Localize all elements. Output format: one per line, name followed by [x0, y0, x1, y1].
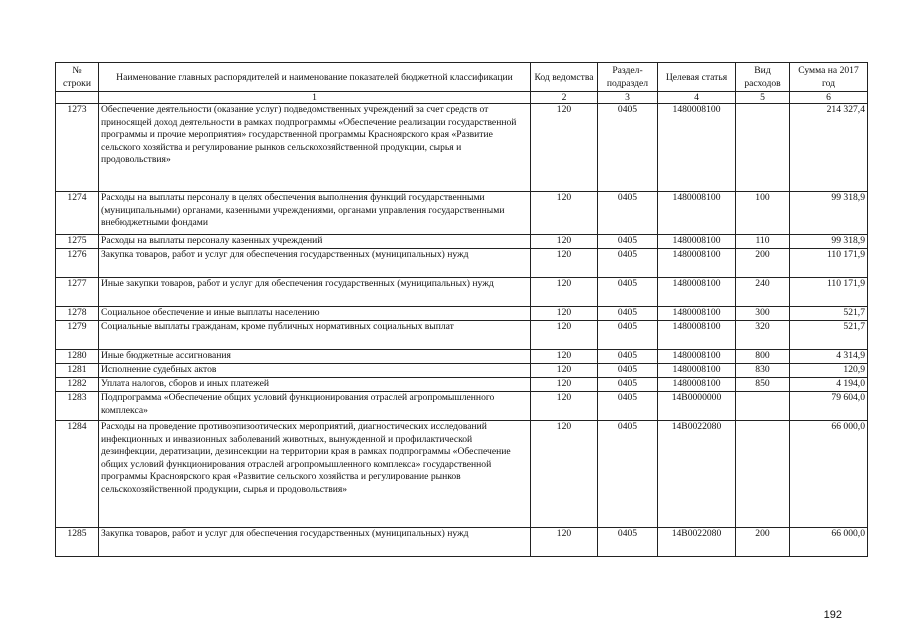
row-code: 120 [531, 278, 598, 307]
header-amount: Сумма на 2017 год [790, 63, 868, 92]
table-row [56, 378, 868, 392]
row-target: 1480008100 [658, 321, 736, 350]
column-number: 5 [736, 92, 790, 104]
table-row [56, 192, 868, 235]
row-type [736, 104, 790, 192]
header-name: Наименование главных распорядителей и наименование показателей бюджетной классификации [99, 63, 531, 92]
row-amount: 66 000,0 [790, 528, 868, 557]
row-code: 120 [531, 307, 598, 321]
row-code: 120 [531, 321, 598, 350]
header-section: Раздел-подраздел [598, 63, 658, 92]
row-amount: 214 327,4 [790, 104, 868, 192]
column-number-blank [56, 92, 99, 104]
row-target: 1480008100 [658, 235, 736, 249]
row-type [736, 421, 790, 528]
row-target: 14В0022080 [658, 421, 736, 528]
column-number: 2 [531, 92, 598, 104]
row-target: 14В0000000 [658, 392, 736, 421]
row-name: Иные бюджетные ассигнования [99, 350, 531, 364]
row-type: 830 [736, 364, 790, 378]
row-type: 850 [736, 378, 790, 392]
header-target: Целевая статья [658, 63, 736, 92]
row-target: 1480008100 [658, 104, 736, 192]
row-section: 0405 [598, 421, 658, 528]
table-row [56, 364, 868, 378]
row-number: 1279 [56, 321, 99, 350]
row-number: 1283 [56, 392, 99, 421]
table-row [56, 307, 868, 321]
header-expense-type: Вид расходов [736, 63, 790, 92]
row-amount: 110 171,9 [790, 278, 868, 307]
row-target: 1480008100 [658, 278, 736, 307]
row-code: 120 [531, 350, 598, 364]
row-section: 0405 [598, 378, 658, 392]
column-number: 4 [658, 92, 736, 104]
row-section: 0405 [598, 192, 658, 235]
header-code: Код ведомства [531, 63, 598, 92]
row-section: 0405 [598, 364, 658, 378]
row-type: 200 [736, 249, 790, 278]
row-name: Социальные выплаты гражданам, кроме публичных нормативных социальных выплат [99, 321, 531, 350]
table-row [56, 392, 868, 421]
row-target: 1480008100 [658, 307, 736, 321]
row-target: 1480008100 [658, 192, 736, 235]
row-target: 1480008100 [658, 249, 736, 278]
row-number: 1285 [56, 528, 99, 557]
row-section: 0405 [598, 350, 658, 364]
row-name: Уплата налогов, сборов и иных платежей [99, 378, 531, 392]
row-amount: 4 194,0 [790, 378, 868, 392]
row-amount: 79 604,0 [790, 392, 868, 421]
row-code: 120 [531, 192, 598, 235]
row-section: 0405 [598, 528, 658, 557]
table-row [56, 421, 868, 528]
row-number: 1281 [56, 364, 99, 378]
column-number: 3 [598, 92, 658, 104]
row-number: 1274 [56, 192, 99, 235]
row-number: 1280 [56, 350, 99, 364]
row-number: 1275 [56, 235, 99, 249]
row-name: Расходы на выплаты персоналу в целях обеспечения выполнения функций государственными (муниципальными) органами, казенными учреждениями, органами управления государственными внебюджетными фондами [99, 192, 531, 235]
table-row [56, 235, 868, 249]
row-name: Закупка товаров, работ и услуг для обеспечения государственных (муниципальных) нужд [99, 249, 531, 278]
column-number: 1 [99, 92, 531, 104]
row-number: 1282 [56, 378, 99, 392]
row-section: 0405 [598, 249, 658, 278]
row-name: Иные закупки товаров, работ и услуг для обеспечения государственных (муниципальных) нужд [99, 278, 531, 307]
row-target: 1480008100 [658, 350, 736, 364]
row-amount: 521,7 [790, 307, 868, 321]
row-type: 300 [736, 307, 790, 321]
row-code: 120 [531, 104, 598, 192]
row-target: 1480008100 [658, 364, 736, 378]
row-section: 0405 [598, 307, 658, 321]
header-row-no: № строки [56, 63, 99, 92]
row-section: 0405 [598, 392, 658, 421]
row-amount: 99 318,9 [790, 192, 868, 235]
row-amount: 110 171,9 [790, 249, 868, 278]
row-amount: 521,7 [790, 321, 868, 350]
row-code: 120 [531, 392, 598, 421]
row-number: 1284 [56, 421, 99, 528]
row-section: 0405 [598, 235, 658, 249]
row-type: 110 [736, 235, 790, 249]
row-amount: 66 000,0 [790, 421, 868, 528]
row-type: 100 [736, 192, 790, 235]
row-code: 120 [531, 528, 598, 557]
row-code: 120 [531, 364, 598, 378]
row-target: 1480008100 [658, 378, 736, 392]
row-section: 0405 [598, 104, 658, 192]
row-code: 120 [531, 378, 598, 392]
row-target: 14В0022080 [658, 528, 736, 557]
row-number: 1273 [56, 104, 99, 192]
row-type: 200 [736, 528, 790, 557]
row-number: 1277 [56, 278, 99, 307]
table-row [56, 249, 868, 278]
row-amount: 4 314,9 [790, 350, 868, 364]
row-number: 1276 [56, 249, 99, 278]
header-row [56, 63, 868, 92]
row-amount: 120,9 [790, 364, 868, 378]
row-name: Социальное обеспечение и иные выплаты населению [99, 307, 531, 321]
row-name: Расходы на выплаты персоналу казенных учреждений [99, 235, 531, 249]
table-row [56, 350, 868, 364]
column-number: 6 [790, 92, 868, 104]
row-section: 0405 [598, 278, 658, 307]
row-code: 120 [531, 235, 598, 249]
row-amount: 99 318,9 [790, 235, 868, 249]
row-type: 800 [736, 350, 790, 364]
row-name: Расходы на проведение противоэпизоотических мероприятий, диагностических исследований инфекционных и инвазионных заболеваний животных, вынужденной и профилактической дезинфекции, дератизации, дезинсекции на территории края в рамках подпрограммы «Обеспечение общих условий функционирования отраслей агропромышленного комплекса» государственной программы Красноярского края «Развитие сельского хозяйства и регулирование рынков сельскохозяйственной продукции, сырья и продовольствия» [99, 421, 531, 528]
table-row [56, 278, 868, 307]
row-type: 240 [736, 278, 790, 307]
row-code: 120 [531, 249, 598, 278]
row-code: 120 [531, 421, 598, 528]
column-number-row [56, 92, 868, 104]
row-name: Обеспечение деятельности (оказание услуг) подведомственных учреждений за счет средств от приносящей доход деятельности в рамках подпрограммы «Обеспечение реализации государственной программы и прочие мероприятия» государственной программы Красноярского края «Развитие сельского хозяйства и регулирование рынков сельскохозяйственной продукции, сырья и продовольствия» [99, 104, 531, 192]
budget-table [55, 62, 868, 557]
page-number: 192 [823, 609, 842, 621]
row-name: Закупка товаров, работ и услуг для обеспечения государственных (муниципальных) нужд [99, 528, 531, 557]
table-row [56, 321, 868, 350]
row-type [736, 392, 790, 421]
row-name: Исполнение судебных актов [99, 364, 531, 378]
table-row [56, 104, 868, 192]
row-name: Подпрограмма «Обеспечение общих условий функционирования отраслей агропромышленного комплекса» [99, 392, 531, 421]
row-type: 320 [736, 321, 790, 350]
row-section: 0405 [598, 321, 658, 350]
row-number: 1278 [56, 307, 99, 321]
table-row [56, 528, 868, 557]
